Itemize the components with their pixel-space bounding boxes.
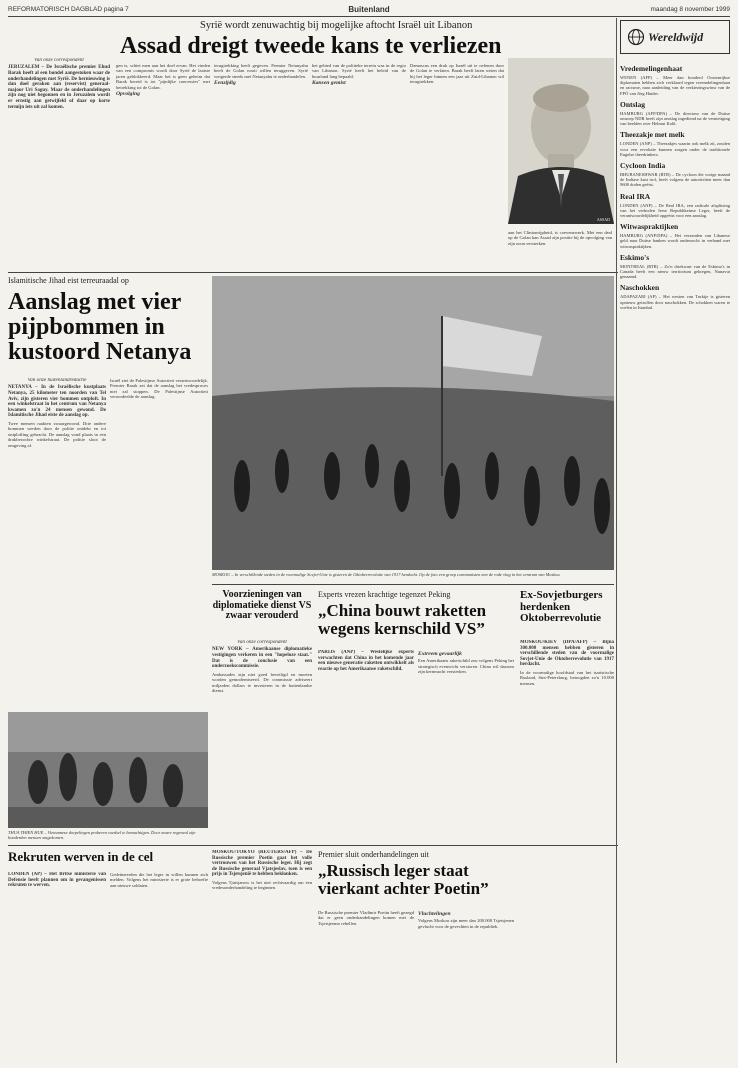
jihad-col2-text: Israël ziet de Palestijnse Autoriteit verantwoordelijk. Premier Barak zei dat de aanslag het vredesproces niet zal stoppen. De Palestijnse Autoriteit veroordeelde de aanslag. — [110, 378, 208, 400]
china-col-2 — [418, 650, 514, 840]
sovjet-headline: Ex-Sovjetburgers herdenken Oktoberrevolutie — [520, 589, 603, 625]
rekruten-headline: Rekruten werven in de cel — [8, 849, 154, 864]
jihad-kicker: Islamitische Jihad eist terreuraadal op — [8, 276, 129, 285]
sidebar-item-head: Theezakje met melk — [620, 130, 685, 140]
sidebar-item-text: MONTREAL (RTR) – Zo'n driekwart van de Eskimo's in Canada heeft een nieuw territorium gekregen, Nunavut genaamd. — [620, 263, 730, 280]
moskou-crowd-image — [212, 276, 614, 570]
top-col-2 — [116, 63, 210, 258]
sidebar-item — [620, 161, 730, 188]
sidebar-title-box — [620, 20, 730, 54]
top-byline: Van onze correspondent — [34, 58, 84, 63]
lower-divider — [8, 845, 618, 846]
jihad-col-1 — [8, 378, 106, 708]
top-col3-text: terugtrekking heeft gegeven. Premier Netanyahu heeft de Golan nooit willen teruggeven. Syrië weigerde steeds met Netanyahu te onderhandelen. — [214, 63, 308, 79]
china-sub: Extreem gevaarlijk — [418, 651, 462, 657]
vietnam-caption: THUA THIEN HUE – Vietnamese dorpelingen proberen voedsel te bemachtigen. Door zware regenval zijn honderden mensen omgekomen. — [8, 830, 196, 840]
top-sub-eenzijdig: Eenzijdig — [214, 80, 236, 87]
china-lead: PARIJS (ANP) – Westelijke experts verwachten dat China in het komende jaar een nieuwe generatie raketten ontwikkelt als reactie op het Amerikaanse raketschild. — [318, 650, 414, 672]
sidebar-title: Wereldwijd — [648, 30, 704, 44]
top-col-3 — [214, 63, 308, 258]
sidebar-item-head: Vredemelingenhaat — [620, 64, 683, 73]
top-sub-kansen: Kansen gemist — [312, 80, 346, 87]
sovjet-body: In de voormalige hoofdstad van het tsaristische Rusland, Sint-Petersburg, betoogden zo'n 10.000 mensen. — [520, 669, 614, 686]
sidebar-item-text: LONDEN (ANP) – Theezakjes waarin ook melk zit, zouden voor een revolutie kunnen zorgen onder de traditionele Engelse theedrinkers. — [620, 141, 730, 157]
top-lead: JERUZALEM – De Israëlische premier Ehud Barak heeft al een bondel aangestoken waar de onderhandelingen met Syrië. De hernieuwing is dan doel geraken aan (reservist) generaal-majoor Uri Saguy. Maar de onderhandelingen zijn nog niet begonnen en in Jeruzalem wordt er ernstig aan getwijfeld of daar op korte termijn iets uit zal komen. — [8, 65, 110, 110]
top-divider — [8, 272, 618, 273]
poetin-sub: Vluchtelingen — [418, 911, 451, 917]
sidebar-item-text: HAMBURG (ANP/DPA) – Het verzenden van Libanese geld naar Duitse banken wordt onderzocht in verband met witwaspraktijken. — [620, 233, 730, 249]
rekruten-lead: LONDEN (AP) – Het Britse ministerie van Defensie heeft plannen om in gevangenissen rekruten te werven. — [8, 872, 106, 889]
vs-col — [212, 640, 312, 840]
header-section: Buitenland — [348, 5, 390, 14]
sovjet-col — [520, 640, 614, 840]
sidebar-item-text: LONDEN (ANP) – De Real IRA, een radicale afsplitsing van het verboden Ierse Republikeinse Leger, heeft de verantwoordelijkheid opgeëist voor een aanslag. — [620, 202, 730, 219]
jihad-col-2 — [110, 378, 208, 708]
sidebar-item-head: Real IRA — [620, 191, 651, 201]
top-col-5 — [410, 63, 504, 258]
jihad-headline: Aanslag met vier pijpbommen in kustoord Netanya — [8, 289, 192, 366]
sidebar-item — [620, 130, 730, 157]
poetin-col-2 — [418, 910, 514, 1060]
header-paper-page: REFORMATORISCH DAGBLAD pagina 7 — [8, 6, 129, 13]
sidebar-item — [620, 100, 730, 127]
poetin-kicker: Premier sluit onderhandelingen uit — [318, 850, 429, 859]
top-kicker: Syrië wordt zenuwachtig bij mogelijke aftocht Israël uit Libanon — [200, 20, 473, 31]
vs-headline: Voorzieningen van diplomatieke dienst VS zwaar verouderd — [212, 589, 312, 621]
top-col4-text: het gebied van de politieke terrein was in de regio van Libanon. Syrië heeft het beleid van de buurland lang bepaald. — [312, 63, 406, 79]
poetin-headline: „Russisch leger staat vierkant achter Poetin” — [318, 861, 489, 898]
china-kicker: Experts vrezen krachtige tegenzet Peking — [318, 590, 451, 599]
china-body: Een Amerikaans raketschild zou volgens Peking het strategisch evenwicht verstoren. China wil daarom zijn kernmacht versterken. — [418, 658, 514, 675]
vietnam-flood-image — [8, 712, 208, 828]
sidebar-item — [620, 64, 730, 96]
moskou-caption: MOSKOU – In verschillende steden in de voormalige Sovjet-Unie is gisteren de Oktoberrevolutie van 1917 herdacht. Op de foto een groep communisten met de rode vlag in het centrum van Moskou. — [212, 572, 561, 577]
sidebar-item-text: WENEN (AFP) – Meer dan honderd Oostenrijkse diplomaten hebben zich verklaard tegen vreemdelingenhaat en racisme, naar aanleiding van de verkiezingswinst van de FPÖ van Jörg Haider. — [620, 75, 730, 96]
poetin-body2: Volgens Moskou zijn meer dan 200.000 Tsjetsjenen gevlucht voor de gevechten in de republiek. — [418, 918, 514, 929]
header-date: maandag 8 november 1999 — [650, 6, 730, 13]
top-col-1 — [8, 58, 110, 258]
sidebar-item-head: Eskimo's — [620, 252, 650, 262]
vietnam-photo — [8, 712, 208, 828]
vs-lead: NEW YORK – Amerikaanse diplomatieke vestigingen verkeren in een "hopeloze staat." Dat is de conclusie van een onderzoekscommissie. — [212, 647, 312, 670]
top-col2-text: gen is, schiet men aan het doel ervan. Het vinden van een compromis wordt door Syrië de laatste jaren geblokkeerd. Maar het is geen geheim dat Barak bereid is tot "pijnlijke concessies" met betrekking tot de Golan. — [116, 63, 210, 90]
top-col-6 — [508, 230, 612, 270]
jihad-byline: Van onze buitenlandredactie — [27, 378, 87, 383]
sidebar-item — [620, 253, 730, 280]
vs-byline: Van onze correspondent — [237, 640, 287, 645]
sidebar-item-head: Ontslag — [620, 99, 646, 109]
toenadering-lead: MOSKOU/TOKYO (REUTERS/AFP) – De Russische premier Poetin gaat het volle vertrouwen van het Russische leger. Hij zegt de Russische generaal Vjatsjeslav, toen is een prijs in Tsjetsjenië te hebben beklonken. — [212, 850, 312, 878]
page-header — [8, 5, 730, 15]
top-col-4 — [312, 63, 406, 258]
top-col5-text: Damascus een druk op Israël uit te oefenen door de Golan te verlaten. Barak heeft laten weten dat hij het leger binnen een jaar uit Zuid-Libanon wil terugtrekken. — [410, 63, 504, 85]
globe-icon — [627, 28, 645, 46]
poetin-body: De Russische premier Vladimir Poetin heeft gezegd dat er geen onderhandelingen komen met de Tsjetsjeense rebellen. — [318, 910, 414, 926]
sidebar-item-text: BHUBANESHWAR (RTR) – De cycloon die vorige maand de Indiase kust trof, heeft volgens de autoriteiten meer dan 9600 doden geëist. — [620, 172, 730, 188]
assad-caption: ASSAD — [596, 217, 610, 222]
rekruten-body: Gedetineerden die het leger in willen kunnen zich melden. Volgens het ministerie is er grote behoefte aan nieuwe soldaten. — [110, 872, 208, 888]
header-rule — [8, 16, 730, 17]
toenadering-body: Volgens Tjutsjanow is het niet rechtvaardig om een vredesonderhandeling te beginnen. — [212, 879, 312, 891]
assad-photo — [508, 58, 614, 224]
sidebar-item-head: Cycloon India — [620, 161, 666, 171]
sidebar-item — [620, 192, 730, 219]
jihad-lead: NETANYA – In de Israëlische kustplaats Netanya, 25 kilometer ten noorden van Tel Aviv, zijn gisteren vier bommen ontploft. In een winkelstraat in het centrum van Netanya kwamen zo'n 24 mensen gewond. De Islamitische Jihad eiste de aanslag op. — [8, 385, 106, 419]
sidebar-item — [620, 283, 730, 310]
top-col6-text: aan het Clintonrijpheid, is coevenzwerk. Met een deal op de Golan kan Assad zijn positie bij de opvolging van zijn zoon versterken. — [508, 230, 612, 246]
vs-body: Ambassades zijn niet goed beveiligd en moeten worden gemoderniseerd. De commissie adviseert miljarden dollars te investeren in de buitenlandse dienst. — [212, 671, 312, 693]
top-sub-opvolging: Opvolging — [116, 91, 140, 98]
rekruten-col-2 — [110, 872, 208, 1062]
rekruten-col-1 — [8, 872, 106, 1062]
sovjet-lead: MOSKOU/KIEV (DPA/AFP) – Bijna 300.000 mensen hebben gisteren in verschillende steden van de voormalige Sovjet-Unie de Oktoberrevolutie van 1917 herdacht. — [520, 640, 614, 668]
china-col-1 — [318, 650, 414, 840]
sidebar-item — [620, 222, 730, 249]
sidebar-item-head: Witwaspraktijken — [620, 222, 679, 232]
toenadering-col — [212, 850, 312, 1060]
sidebar-items — [620, 60, 730, 1060]
sidebar-rule — [616, 18, 617, 1063]
sidebar-item-text: HAMBURG (AFP/DPA) – De directeur van de Duitse omroep NDR heeft zijn ontslag ingediend na de vernietiging van beelden over Helmut Kohl. — [620, 110, 730, 127]
moskou-photo — [212, 276, 614, 570]
top-headline: Assad dreigt tweede kans te verliezen — [120, 33, 502, 59]
mid-divider — [212, 584, 614, 585]
poetin-col-1 — [318, 910, 414, 1060]
assad-portrait-image — [508, 58, 614, 224]
jihad-body: Twee mensen raakten zwaargewond. Drie andere bommen werden door de politie ontdekt en tot ontploffing gebracht. De aanslag vond plaats in een drukbezochte winkelstraat. De politie sloot de omgeving af. — [8, 420, 106, 448]
china-headline: „China bouwt raketten wegens kernschild VS” — [318, 601, 487, 638]
sidebar-item-head: Naschokken — [620, 283, 660, 293]
sidebar-item-text: ADAPAZARI (AP) – Het westen van Turkije is gisteren opnieuw getroffen door naschokken. De schokken waren te voelen in Istanbul. — [620, 294, 730, 310]
